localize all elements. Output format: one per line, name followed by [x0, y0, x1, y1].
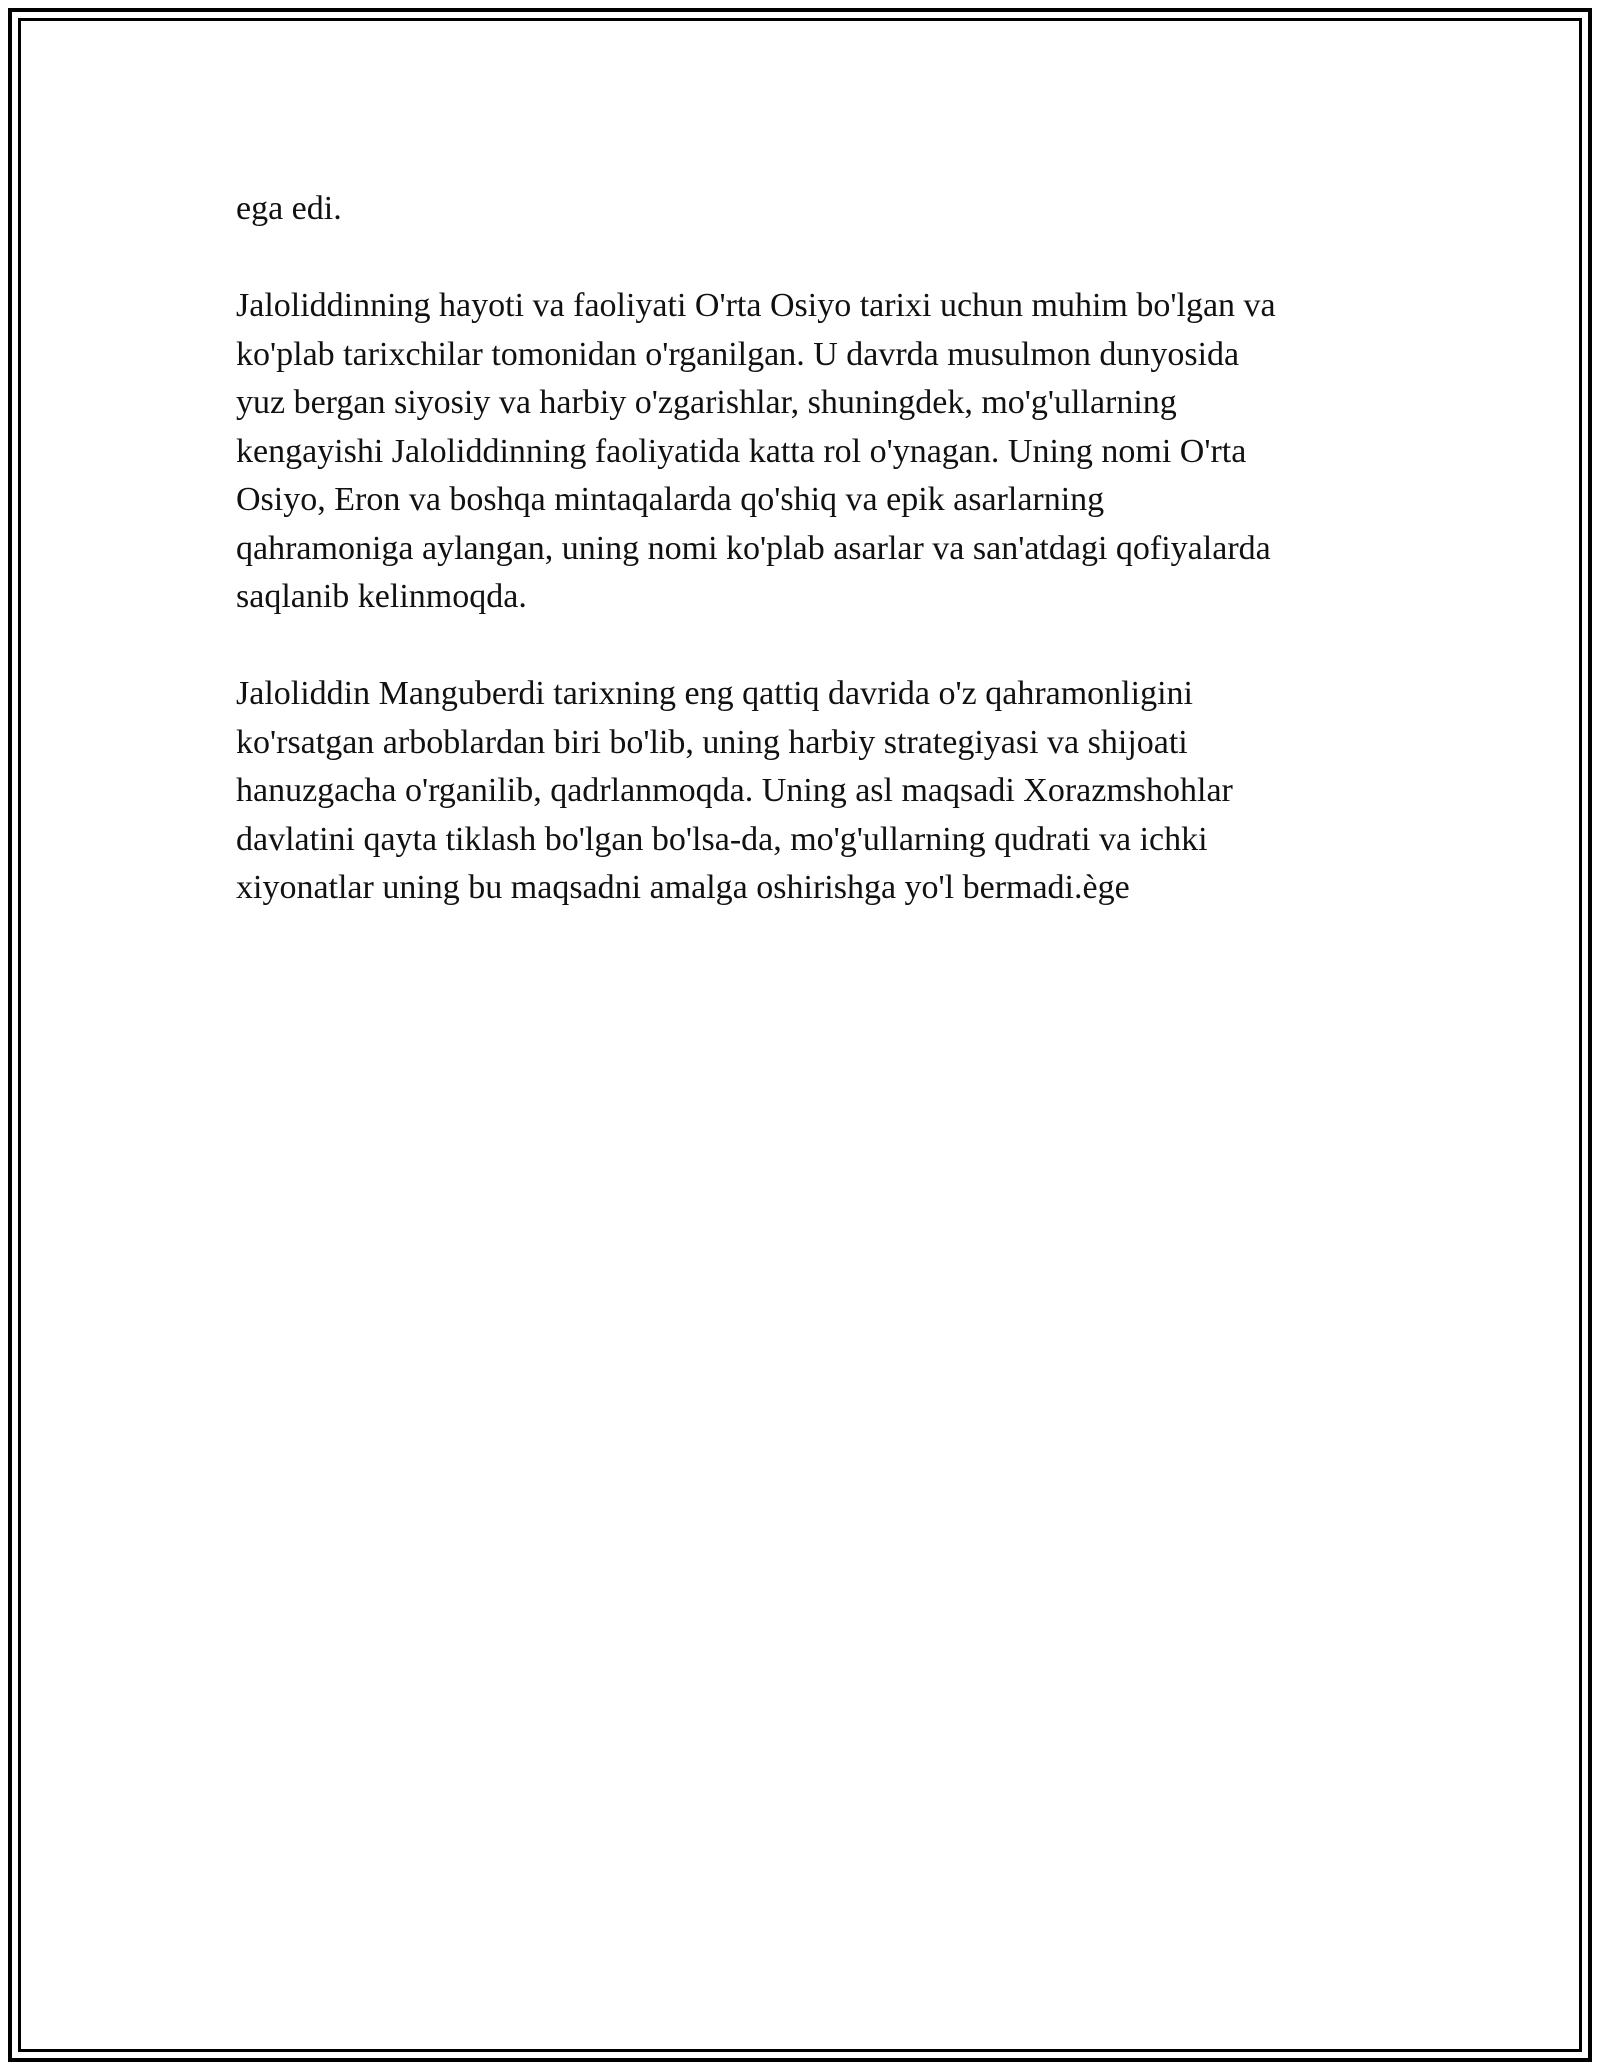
- paragraph-3: Jaloliddin Manguberdi tarixning eng qattiq davrida o'z qahramonligini ko'rsatgan arboblardan biri bo'lib, uning harbiy strategiyasi va shijoati hanuzgacha o'rganilib, qadrlanmoqda. Uning asl maqsadi Xorazmshohlar davlatini qayta tiklash bo'lgan bo'lsa-da, mo'g'ullarning qudrati va ichki xiyonatlar uning bu maqsadni amalga oshirishga yo'l bermadi.ège: [236, 675, 1233, 906]
- paragraph-1: ega edi.: [236, 190, 342, 227]
- paragraph-2: Jaloliddinning hayoti va faoliyati O'rta Osiyo tarixi uchun muhim bo'lgan va ko'plab tarixchilar tomonidan o'rganilgan. U davrda musulmon dunyosida yuz bergan siyosiy va harbiy o'zgarishlar, shuningdek, mo'g'ullarning kengayishi Jaloliddinning faoliyatida katta rol o'ynagan. Uning nomi O'rta Osiyo, Eron va boshqa mintaqalarda qo'shiq va epik asarlarning qahramoniga aylangan, uning nomi ko'plab asarlar va san'atdagi qofiyalarda saqlanib kelinmoqda.: [236, 287, 1276, 615]
- document-body: [236, 185, 1366, 961]
